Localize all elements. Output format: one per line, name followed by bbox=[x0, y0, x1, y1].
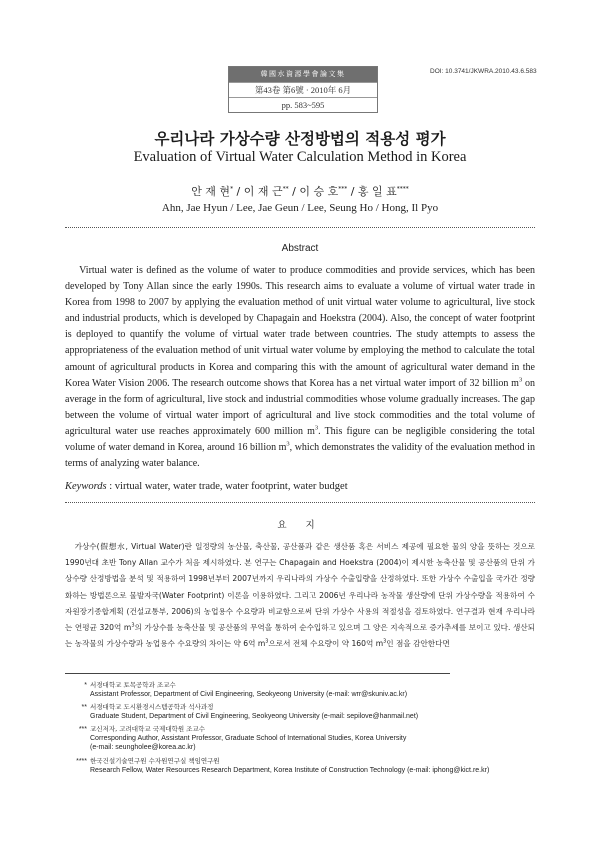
keywords bbox=[65, 481, 535, 492]
korean-abstract-text: 으로서 전체 수요량이 약 160억 m bbox=[268, 639, 384, 649]
superscript: 3 bbox=[314, 424, 319, 432]
superscript: 3 bbox=[383, 638, 387, 645]
footnote-3 bbox=[65, 725, 535, 753]
abstract-text: Virtual water is defined as the volume of water to produce commodities and provide services, which has been developed by Tony Allan since the early 1990s. This research aims to evaluate a volume of virtual water trade in Korea from 1998 to 2007 by applying the evaluation method of unit virtual water volume to agricultural, live stock and industrial products, which is developed by Chapagain and Hoekstra (2004). Also, the concept of water footprint is deployed to quantify the volume of virtual water trade between countries. The study attempts to assess the appropriateness of the evaluation method of unit virtual water volume by employing the method to calculate the total amount of agricultural products in Korea and comparing this with the amount of agricultural water demand in the Korea Water Vision 2006. The research outcome shows that Korea has a net virtual water import of 32 billion m bbox=[65, 265, 536, 389]
journal-pages: pp. 583~595 bbox=[229, 97, 377, 112]
superscript: 3 bbox=[518, 376, 523, 384]
footnote-english: Assistant Professor, Department of Civil Engineering, Seokyeong University (e-mail: wrr@skuniv.ac.kr) bbox=[90, 691, 408, 699]
divider bbox=[65, 227, 535, 228]
footnote-english-email: (e-mail: seungholee@korea.ac.kr) bbox=[90, 744, 196, 752]
korean-abstract-heading: 요 지 bbox=[277, 520, 323, 531]
footnote-2 bbox=[65, 703, 535, 721]
title-korean: 우리나라 가상수량 산정방법의 적용성 평가 bbox=[154, 130, 446, 148]
journal-volume: 第43卷 第6號 · 2010年 6月 bbox=[229, 82, 377, 97]
footnote-korean: 서경대학교 토목공학과 조교수 bbox=[90, 681, 176, 689]
superscript: 3 bbox=[286, 440, 290, 448]
footnote-english: Graduate Student, Department of Civil Engineering, Seokyeong University (e-mail: sepilove@hanmail.net) bbox=[90, 713, 419, 721]
footnote-korean: 교신저자, 고려대학교 국제대학원 조교수 bbox=[90, 725, 206, 733]
author-name: 이 재 근 bbox=[243, 185, 283, 198]
authors-english: Ahn, Jae Hyun / Lee, Jae Geun / Lee, Seung Ho / Hong, Il Pyo bbox=[161, 202, 439, 214]
author-mark: **** bbox=[396, 185, 409, 193]
footnote-korean: 서경대학교 도시환경시스템공학과 석사과정 bbox=[90, 703, 214, 711]
footnote-korean: 한국건설기술연구원 수자원연구실 책임연구원 bbox=[90, 757, 220, 765]
footnote-1 bbox=[65, 681, 535, 699]
abstract-text: . This figure can be negligible considering the total volume of water demand in Korea, around 16 billion m bbox=[65, 425, 536, 454]
doi: DOI: 10.3741/JKWRA.2010.43.6.583 bbox=[430, 68, 537, 75]
keywords-text: : virtual water, water trade, water footprint, water budget bbox=[106, 481, 348, 492]
korean-abstract-text: 인 점을 감안한다면 bbox=[386, 639, 450, 649]
divider bbox=[65, 502, 535, 503]
abstract-body bbox=[65, 263, 535, 472]
footnote-rule bbox=[65, 673, 450, 674]
korean-abstract-text: 의 가상수를 농축산물 및 공산품의 무역을 통하여 순수입하고 있으며 그 양은 지속적으로 증가추세를 보이고 있다. 생산되는 농작물의 가상수량과 농업용수 수요량의 차이는 약 6억 m bbox=[65, 623, 536, 649]
footnote-mark: *** bbox=[78, 726, 87, 733]
korean-abstract-body bbox=[65, 539, 535, 652]
author-mark: * bbox=[230, 185, 234, 193]
keywords-label: Keywords bbox=[65, 481, 107, 492]
superscript: 3 bbox=[265, 638, 269, 645]
footnote-english: Research Fellow, Water Resources Research Department, Korea Institute of Construction Technology (e-mail: iphong@kict.re.kr) bbox=[90, 767, 490, 775]
author-name: 안 재 현 bbox=[191, 185, 231, 198]
abstract-heading: Abstract bbox=[281, 243, 319, 254]
footnote-mark: * bbox=[84, 682, 87, 689]
title-english: Evaluation of Virtual Water Calculation Method in Korea bbox=[133, 149, 467, 165]
journal-name: 韓國水資源學會論文集 bbox=[229, 67, 377, 82]
author-mark: ** bbox=[282, 185, 289, 193]
journal-info-box bbox=[228, 66, 378, 113]
abstract-text: on average in the form of agricultural, live stock and industrial commodities whose volume gradually increases. The gap between the volume of virtual water import of agricultural and live stock commodities and the total volume of agricultural water use reaches approximately 600 million m bbox=[65, 377, 536, 437]
footnote-english: Corresponding Author, Assistant Professor, Graduate School of International Studies, Korea University bbox=[90, 735, 407, 743]
korean-abstract-text: 가상수(假想水, Virtual Water)란 일정량의 농산물, 축산물, 공산품과 같은 생산품 혹은 서비스 제공에 필요한 물의 양을 뜻하는 것으로 1990년대 초반 Tony Allan 교수가 처음 제시하였다. 본 연구는 Chapagain and Hoekstra (2004)이 제시한 농축산물 및 공산품의 단위 가상수량 산정방법을 분석 및 적용하여 1998년부터 2007년까지 우리나라의 가상수 수출입량을 산정하였다. 또한 가상수 수출입을 국가간 정량화하는 방법론으로 물발자국(Water Footprint) 이론을 이용하였다. 그리고 2006년 우리나라 농작물 생산량에 단위 가상수량을 적용하여 수자원장기종합계획 (건설교통부, 2006)의 농업용수 수요량과 비교함으로써 단위 가상수 사용의 적절성을 검토하였다. 연구결과 현재 우리나라는 연평균 320억 m bbox=[65, 542, 536, 633]
footnote-mark: ** bbox=[81, 704, 87, 711]
author-name: 이 승 호 bbox=[299, 185, 339, 198]
author-mark: *** bbox=[338, 185, 348, 193]
superscript: 3 bbox=[131, 622, 135, 629]
footnote-mark: **** bbox=[76, 758, 87, 765]
author-name: 홍 일 표 bbox=[357, 185, 397, 198]
authors-korean: 안 재 현* / 이 재 근** / 이 승 호*** / 홍 일 표**** bbox=[191, 185, 409, 198]
footnote-4 bbox=[65, 757, 535, 775]
abstract-text: , which demonstrates the validity of the evaluation method in terms of analyzing water balance. bbox=[65, 442, 535, 470]
